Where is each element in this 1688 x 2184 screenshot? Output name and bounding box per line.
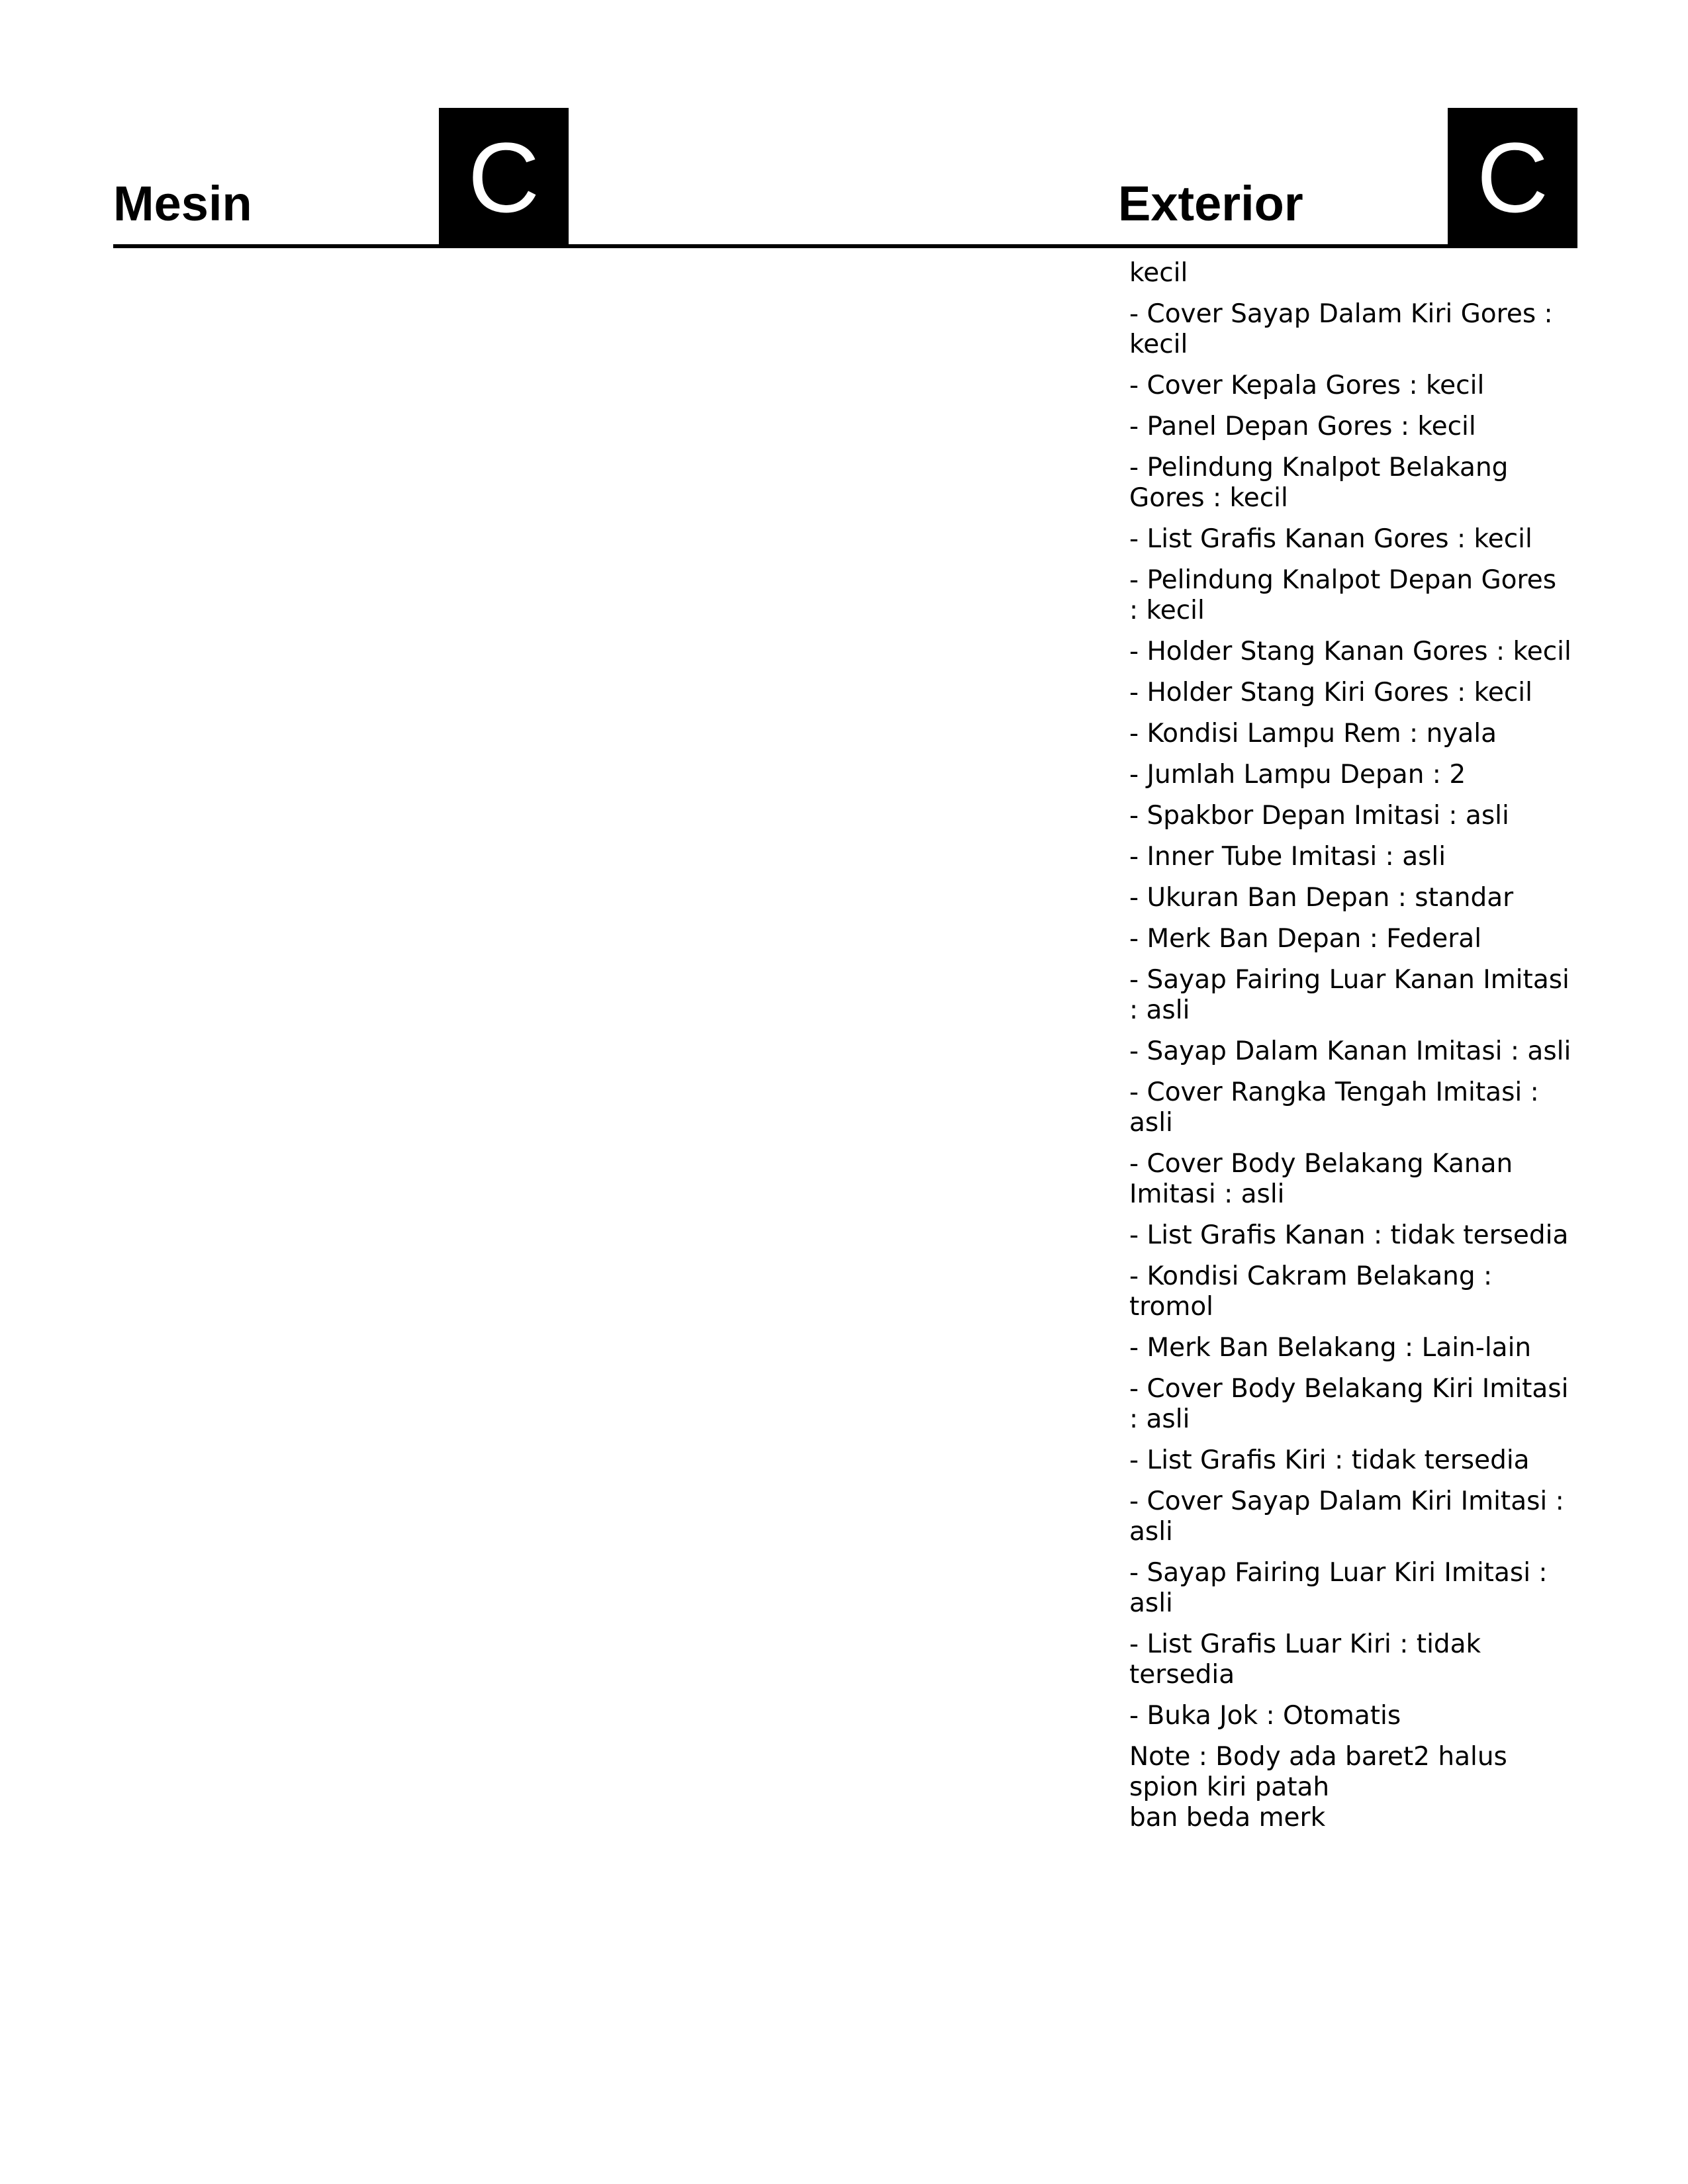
exterior-list-item: - Merk Ban Depan : Federal [1129,924,1482,954]
exterior-grade-badge: C [1448,108,1577,248]
exterior-list-item: - Cover Rangka Tengah Imitasi : asli [1129,1077,1539,1138]
exterior-list-item: - Holder Stang Kiri Gores : kecil [1129,678,1532,707]
exterior-title: Exterior [1118,176,1303,231]
exterior-list-item: - Pelindung Knalpot Belakang Gores : kecil [1129,453,1509,513]
exterior-list-item: - Sayap Fairing Luar Kiri Imitasi : asli [1129,1558,1548,1618]
exterior-list-item: - Cover Kepala Gores : kecil [1129,371,1485,400]
exterior-list-item: - Merk Ban Belakang : Lain-lain [1129,1333,1532,1363]
exterior-list-item: - List Grafis Kanan : tidak tersedia [1129,1220,1569,1250]
mesin-section-header [113,108,577,248]
exterior-list-item: - Sayap Fairing Luar Kanan Imitasi : asli [1129,965,1570,1025]
exterior-list-item: - Spakbor Depan Imitasi : asli [1129,801,1509,831]
header-divider [113,244,1577,248]
exterior-list-item: - Ukuran Ban Depan : standar [1129,883,1514,913]
exterior-list-item: - Cover Sayap Dalam Kiri Gores : kecil [1129,299,1553,359]
exterior-list-item: - List Grafis Kiri : tidak tersedia [1129,1445,1530,1475]
exterior-list-item: - Pelindung Knalpot Depan Gores : kecil [1129,565,1557,625]
exterior-list-item: - Cover Body Belakang Kanan Imitasi : asli [1129,1149,1513,1209]
exterior-list-item: kecil [1129,258,1188,288]
exterior-list-item: - Kondisi Lampu Rem : nyala [1129,719,1497,749]
exterior-list-item: - Jumlah Lampu Depan : 2 [1129,760,1466,790]
exterior-note: Note : Body ada baret2 halus spion kiri patah ban beda merk [1129,1742,1507,1833]
exterior-list-item: - Kondisi Cakram Belakang : tromol [1129,1261,1493,1322]
exterior-list-item: - Cover Body Belakang Kiri Imitasi : asli [1129,1374,1569,1434]
mesin-title: Mesin [113,176,252,231]
exterior-list-item: - Sayap Dalam Kanan Imitasi : asli [1129,1036,1571,1066]
exterior-list-item: - List Grafis Kanan Gores : kecil [1129,524,1532,554]
mesin-grade-badge: C [439,108,569,248]
exterior-list-item: - Panel Depan Gores : kecil [1129,412,1476,441]
exterior-condition-list [1129,258,1573,1844]
exterior-list-item: - Buka Jok : Otomatis [1129,1701,1401,1731]
exterior-list-item: - Cover Sayap Dalam Kiri Imitasi : asli [1129,1486,1564,1547]
exterior-list-item: - List Grafis Luar Kiri : tidak tersedia [1129,1629,1481,1690]
exterior-list-item: - Inner Tube Imitasi : asli [1129,842,1446,872]
exterior-section-header [1118,108,1577,248]
exterior-list-item: - Holder Stang Kanan Gores : kecil [1129,637,1571,666]
